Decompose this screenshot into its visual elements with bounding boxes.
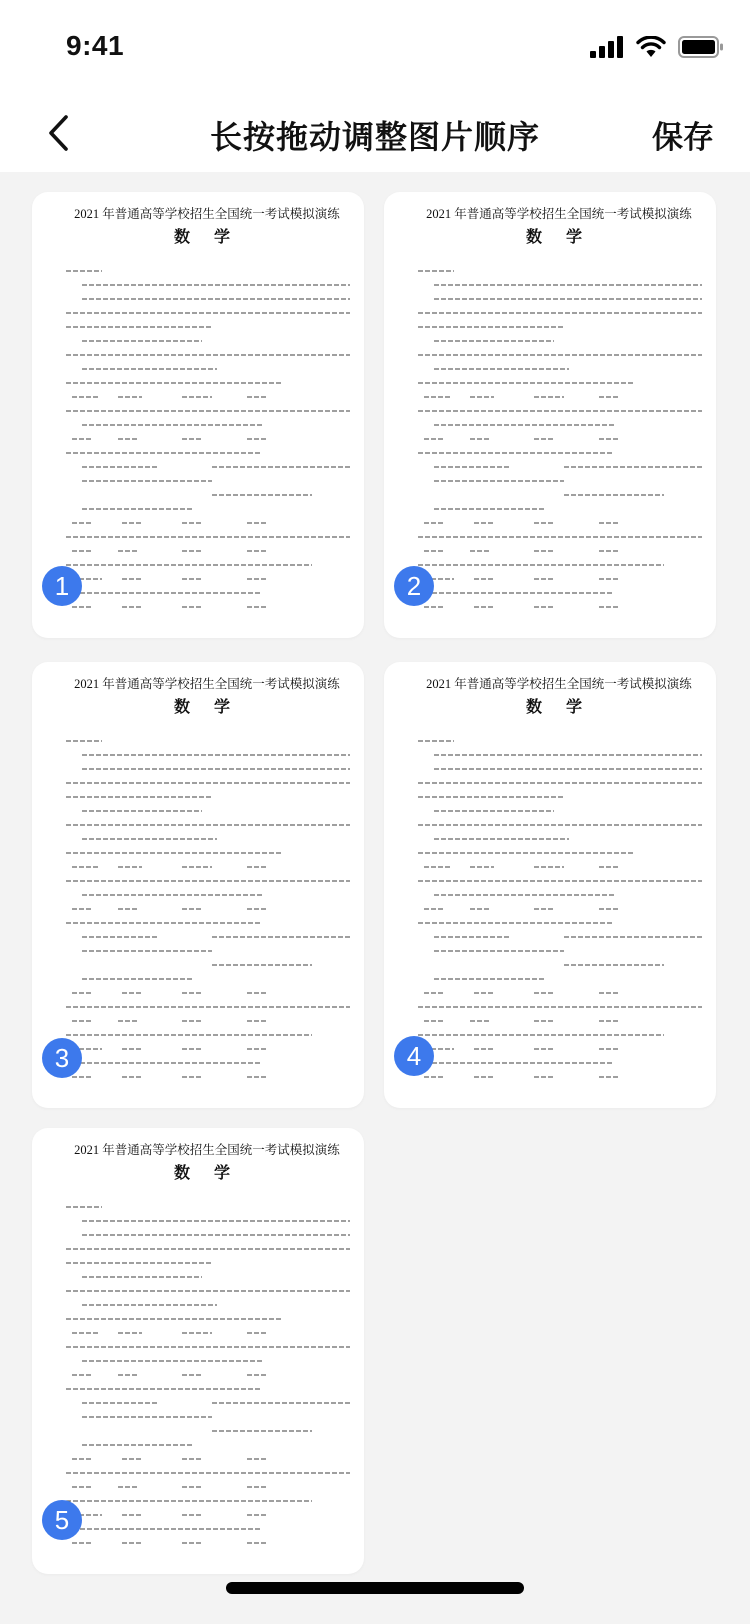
document-title: 2021 年普通高等学校招生全国统一考试模拟演练 bbox=[426, 677, 692, 691]
page-grid bbox=[0, 172, 750, 1624]
document-text-lines bbox=[414, 723, 704, 1108]
home-indicator bbox=[226, 1582, 524, 1594]
page-number-badge: 3 bbox=[42, 1038, 82, 1078]
document-title: 2021 年普通高等学校招生全国统一考试模拟演练 bbox=[74, 207, 340, 221]
document-text-lines bbox=[62, 723, 352, 1108]
document-text-lines bbox=[414, 253, 704, 638]
document-text-lines bbox=[62, 253, 352, 638]
status-time: 9:41 bbox=[66, 30, 125, 61]
page-thumbnail[interactable] bbox=[32, 1128, 364, 1574]
document-preview bbox=[62, 1134, 352, 1574]
document-text-lines bbox=[62, 1189, 352, 1574]
document-preview bbox=[62, 198, 352, 638]
signal-icon bbox=[590, 36, 624, 58]
document-subject: 数 学 bbox=[173, 699, 240, 716]
wifi-icon bbox=[636, 36, 666, 58]
document-preview bbox=[62, 668, 352, 1108]
status-icons bbox=[590, 34, 724, 60]
document-subject: 数 学 bbox=[525, 699, 592, 716]
document-title: 2021 年普通高等学校招生全国统一考试模拟演练 bbox=[74, 677, 340, 691]
page-thumbnail[interactable] bbox=[32, 662, 364, 1108]
page-number-badge: 5 bbox=[42, 1500, 82, 1540]
status-bar bbox=[0, 0, 750, 96]
document-subject: 数 学 bbox=[173, 229, 240, 246]
page-thumbnail[interactable] bbox=[384, 662, 716, 1108]
document-subject: 数 学 bbox=[525, 229, 592, 246]
page-thumbnail[interactable] bbox=[384, 192, 716, 638]
document-title: 2021 年普通高等学校招生全国统一考试模拟演练 bbox=[74, 1143, 340, 1157]
page-thumbnail[interactable] bbox=[32, 192, 364, 638]
page-number-badge: 1 bbox=[42, 566, 82, 606]
page-number-badge: 4 bbox=[394, 1036, 434, 1076]
document-title: 2021 年普通高等学校招生全国统一考试模拟演练 bbox=[426, 207, 692, 221]
battery-icon bbox=[678, 36, 724, 58]
page-number-badge: 2 bbox=[394, 566, 434, 606]
document-subject: 数 学 bbox=[173, 1165, 240, 1182]
document-preview bbox=[414, 668, 704, 1108]
save-button[interactable]: 保存 bbox=[652, 120, 714, 155]
page-title: 长按拖动调整图片顺序 bbox=[209, 119, 540, 155]
nav-bar bbox=[0, 96, 750, 172]
document-preview bbox=[414, 198, 704, 638]
